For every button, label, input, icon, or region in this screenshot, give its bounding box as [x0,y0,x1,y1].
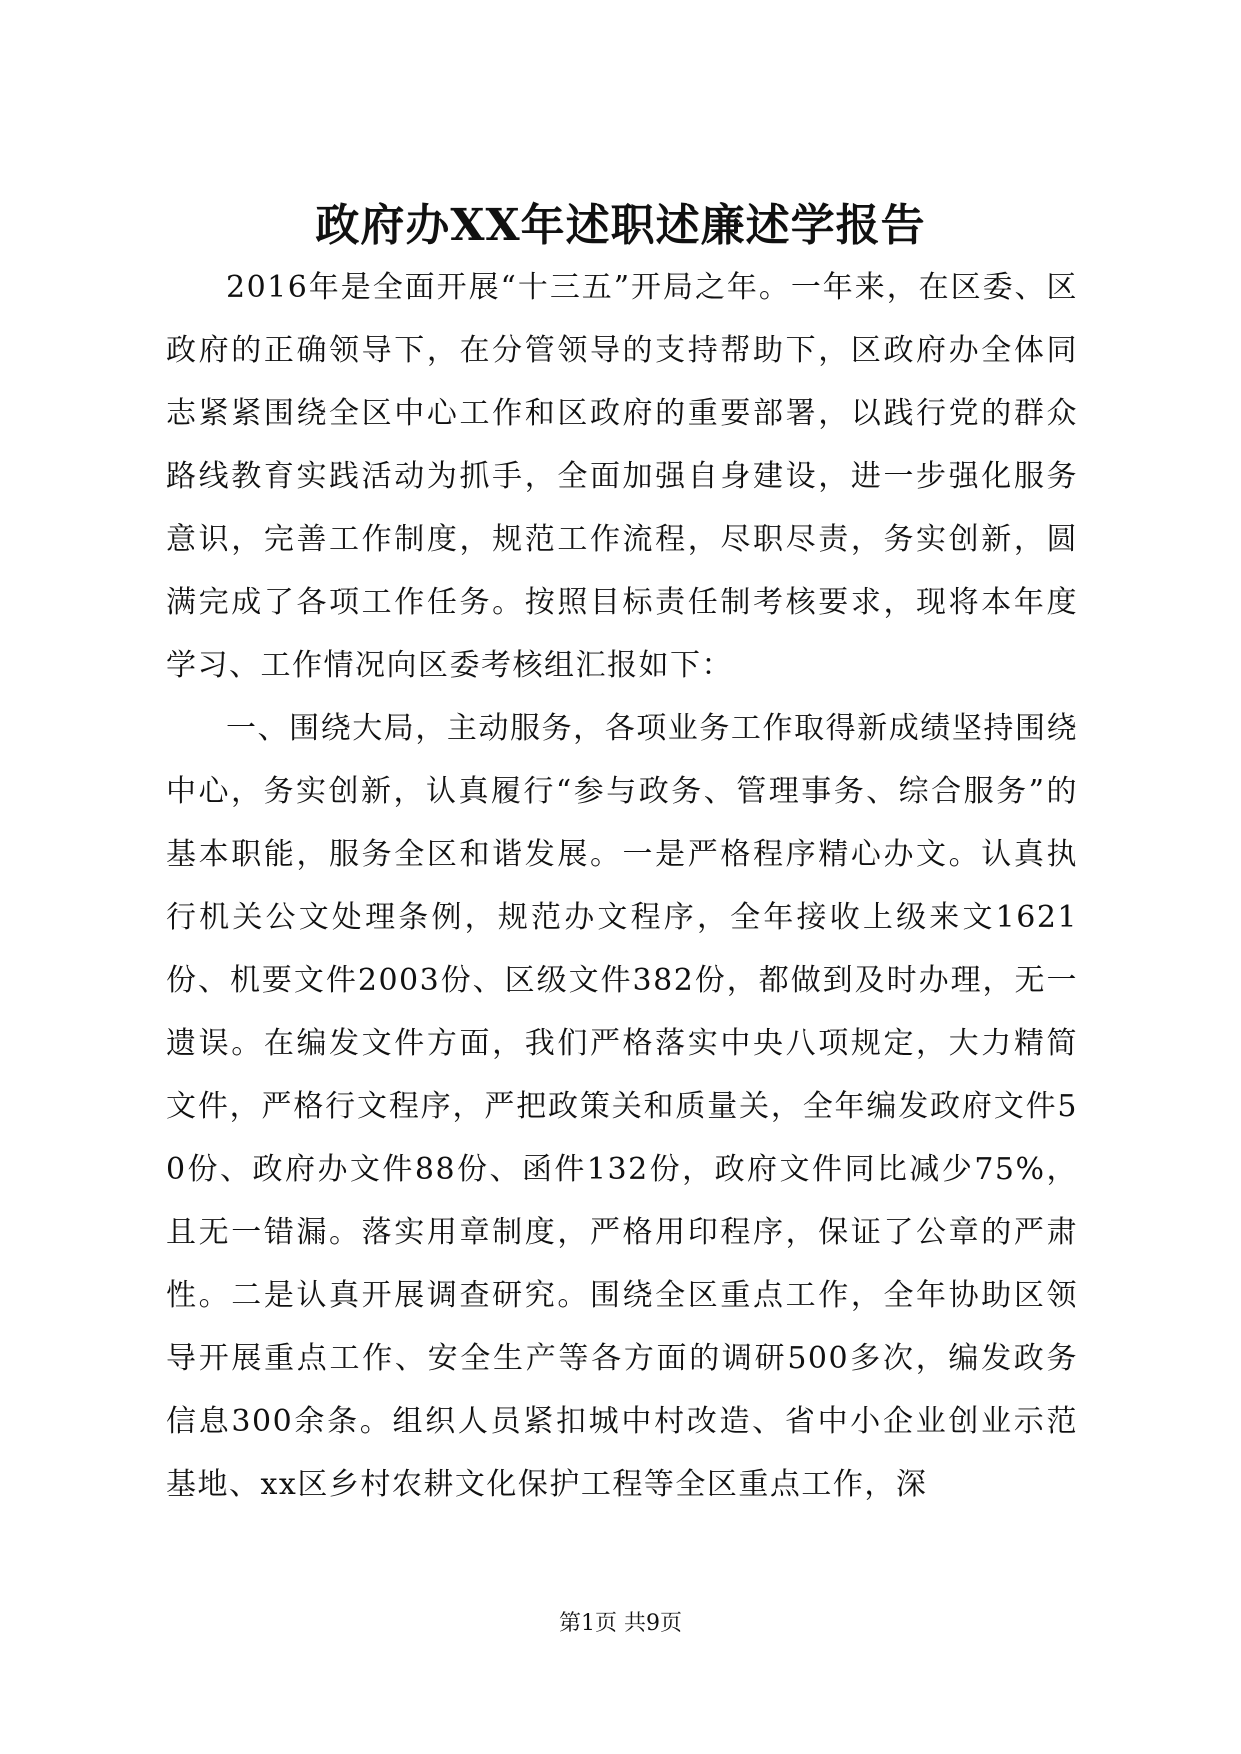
page-footer: 第1页 共9页 [559,1611,682,1636]
document-title: 政府办XX年述职述廉述学报告 [315,200,926,251]
paragraph-intro: 2016年是全面开展“十三五”开局之年。一年来，在区委、区政府的正确领导下，在分管领导的支持帮助下，区政府办全体同志紧紧围绕全区中心工作和区政府的重要部署，以践行党的群众路线教育实践活动为抓手，全面加强自身建设，进一步强化服务意识，完善工作制度，规范工作流程，尽职尽责，务实创新，圆满完成了各项工作任务。按照目标责任制考核要求，现将本年度学习、工作情况向区委考核组汇报如下： [166,270,1078,683]
document-body [166,256,1078,1516]
paragraph-section-one: 一、围绕大局，主动服务，各项业务工作取得新成绩坚持围绕中心，务实创新，认真履行“参与政务、管理事务、综合服务”的基本职能，服务全区和谐发展。一是严格程序精心办文。认真执行机关公文处理条例，规范办文程序，全年接收上级来文1621份、机要文件2003份、区级文件382份，都做到及时办理，无一遗误。在编发文件方面，我们严格落实中央八项规定，大力精简文件，严格行文程序，严把政策关和质量关，全年编发政府文件50份、政府办文件88份、函件132份，政府文件同比减少75%，且无一错漏。落实用章制度，严格用印程序，保证了公章的严肃性。二是认真开展调查研究。围绕全区重点工作，全年协助区领导开展重点工作、安全生产等各方面的调研500多次，编发政务信息300余条。组织人员紧扣城中村改造、省中小企业创业示范基地、xx区乡村农耕文化保护工程等全区重点工作，深 [166,711,1078,1502]
